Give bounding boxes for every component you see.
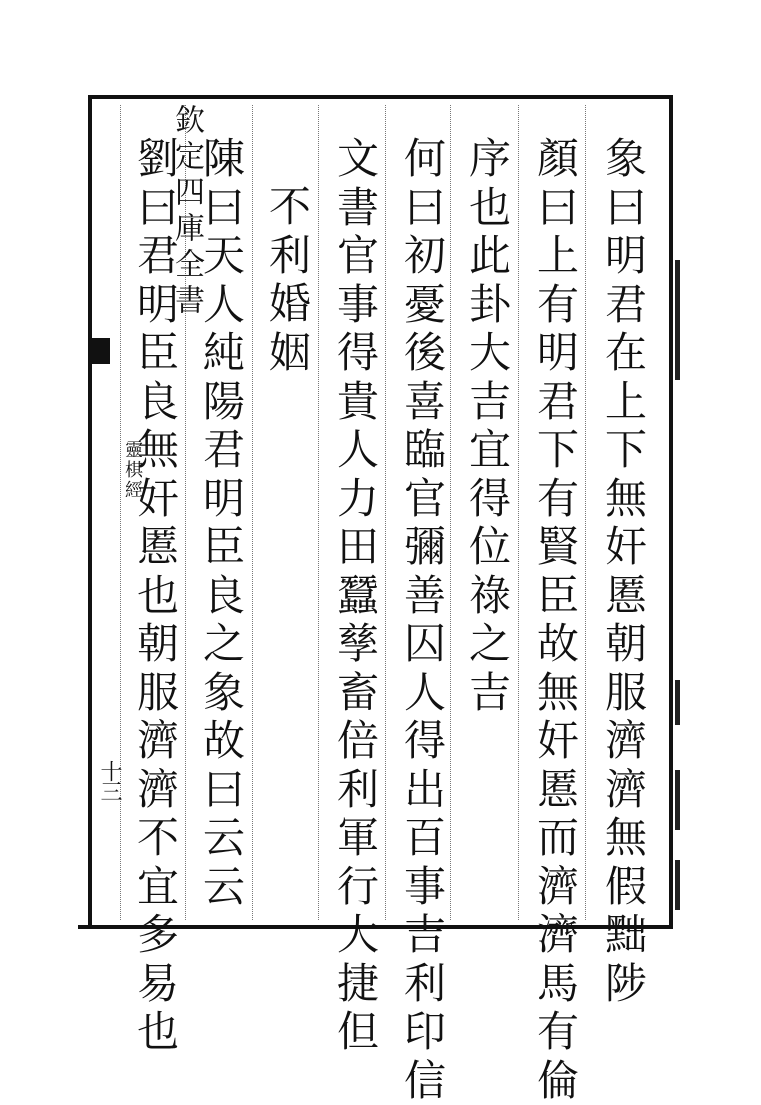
- glyph: 曰: [202, 184, 246, 233]
- glyph: 君: [202, 426, 246, 475]
- glyph: 純: [202, 329, 246, 378]
- glyph: 君: [604, 281, 648, 330]
- glyph: 曰: [136, 184, 180, 233]
- glyph: 何: [403, 135, 447, 184]
- glyph: 天: [202, 232, 246, 281]
- glyph: 無: [604, 475, 648, 524]
- text-column: [268, 183, 312, 377]
- glyph: 百: [403, 814, 447, 863]
- glyph: 象: [604, 135, 648, 184]
- glyph: 濟: [136, 766, 180, 815]
- glyph: 下: [536, 426, 580, 475]
- glyph: 人: [336, 426, 380, 475]
- right-border-rule: [669, 95, 673, 929]
- glyph: 象: [202, 669, 246, 718]
- glyph: 得: [468, 475, 512, 524]
- glyph: 有: [536, 1008, 580, 1057]
- glyph: 顏: [536, 135, 580, 184]
- top-border-rule: [88, 95, 673, 99]
- glyph: 力: [336, 475, 380, 524]
- glyph: 得: [403, 717, 447, 766]
- column-divider: [450, 105, 451, 920]
- glyph: 陳: [202, 135, 246, 184]
- glyph: 彌: [403, 523, 447, 572]
- text-column: [136, 135, 180, 1057]
- glyph: 後: [403, 329, 447, 378]
- glyph: 黜: [604, 911, 648, 960]
- glyph: 序: [468, 135, 512, 184]
- glyph: 陟: [604, 960, 648, 1009]
- glyph: 倫: [536, 1057, 580, 1105]
- glyph: 濟: [604, 766, 648, 815]
- glyph: 上: [604, 378, 648, 427]
- glyph: 之: [468, 620, 512, 669]
- column-divider: [518, 105, 519, 920]
- glyph: 利: [336, 766, 380, 815]
- glyph: 之: [202, 620, 246, 669]
- margin-mark: [675, 860, 680, 910]
- glyph: 慝: [536, 766, 580, 815]
- glyph: 姻: [268, 329, 312, 378]
- margin-mark: [675, 260, 680, 380]
- glyph: 多: [136, 911, 180, 960]
- glyph: 也: [136, 572, 180, 621]
- glyph: 婚: [268, 280, 312, 329]
- glyph: 宜: [468, 426, 512, 475]
- glyph: 但: [336, 1008, 380, 1057]
- glyph: 捷: [336, 960, 380, 1009]
- glyph: 君: [536, 378, 580, 427]
- glyph: 人: [202, 281, 246, 330]
- glyph: 服: [604, 669, 648, 718]
- margin-mark: [675, 770, 680, 830]
- glyph: 云: [202, 863, 246, 912]
- glyph: 囚: [403, 620, 447, 669]
- glyph: 位: [468, 523, 512, 572]
- book-title-column: [84, 104, 288, 320]
- glyph: 馬: [536, 960, 580, 1009]
- glyph: 喜: [403, 378, 447, 427]
- glyph: 貴: [336, 378, 380, 427]
- glyph: 官: [336, 232, 380, 281]
- glyph: 濟: [536, 863, 580, 912]
- glyph: 信: [403, 1057, 447, 1105]
- glyph: 蠶: [336, 572, 380, 621]
- glyph: 臣: [536, 572, 580, 621]
- glyph: 利: [268, 232, 312, 281]
- glyph: 故: [536, 620, 580, 669]
- glyph: 云: [202, 814, 246, 863]
- glyph: 奸: [136, 475, 180, 524]
- glyph: 畜: [336, 669, 380, 718]
- glyph: 明: [136, 281, 180, 330]
- glyph: 此: [468, 232, 512, 281]
- column-divider: [585, 105, 586, 920]
- glyph: 臣: [136, 329, 180, 378]
- glyph: 濟: [604, 717, 648, 766]
- glyph: 吉: [468, 378, 512, 427]
- glyph: 曰: [403, 184, 447, 233]
- glyph: 有: [536, 475, 580, 524]
- glyph: 憂: [403, 281, 447, 330]
- glyph: 宜: [136, 863, 180, 912]
- glyph: 上: [536, 232, 580, 281]
- margin-mark: [675, 680, 680, 725]
- text-column: [202, 135, 246, 911]
- glyph: 善: [403, 572, 447, 621]
- glyph: 下: [604, 426, 648, 475]
- glyph: 事: [336, 281, 380, 330]
- glyph: 曰: [536, 184, 580, 233]
- glyph: 易: [136, 960, 180, 1009]
- glyph: 明: [604, 232, 648, 281]
- glyph: 在: [604, 329, 648, 378]
- page-number: 十三: [94, 760, 125, 800]
- glyph: 也: [136, 1008, 180, 1057]
- glyph: 行: [336, 863, 380, 912]
- text-column: [468, 135, 512, 717]
- glyph: 曰: [202, 766, 246, 815]
- glyph: 事: [403, 863, 447, 912]
- glyph: 假: [604, 863, 648, 912]
- glyph: 良: [202, 572, 246, 621]
- glyph: 不: [136, 814, 180, 863]
- glyph: 有: [536, 281, 580, 330]
- text-column: [604, 135, 648, 1008]
- book-title-text: 欽定四庫全書: [169, 104, 203, 320]
- work-title-text: 靈棋經: [120, 440, 144, 500]
- glyph: 倍: [336, 717, 380, 766]
- glyph: 朝: [604, 620, 648, 669]
- text-column: [403, 135, 447, 1105]
- glyph: 賢: [536, 523, 580, 572]
- glyph: 大: [336, 911, 380, 960]
- glyph: 人: [403, 669, 447, 718]
- glyph: 軍: [336, 814, 380, 863]
- glyph: 君: [136, 232, 180, 281]
- glyph: 朝: [136, 620, 180, 669]
- text-column: [536, 135, 580, 1105]
- glyph: 明: [536, 329, 580, 378]
- glyph: 服: [136, 669, 180, 718]
- glyph: 而: [536, 814, 580, 863]
- glyph: 孳: [336, 620, 380, 669]
- glyph: 卦: [468, 281, 512, 330]
- glyph: 臨: [403, 426, 447, 475]
- glyph: 明: [202, 475, 246, 524]
- glyph: 文: [336, 135, 380, 184]
- glyph: 無: [604, 814, 648, 863]
- glyph: 出: [403, 766, 447, 815]
- glyph: 慝: [136, 523, 180, 572]
- glyph: 利: [403, 960, 447, 1009]
- column-divider: [318, 105, 319, 920]
- glyph: 吉: [468, 669, 512, 718]
- glyph: 官: [403, 475, 447, 524]
- glyph: 奸: [604, 523, 648, 572]
- glyph: 書: [336, 184, 380, 233]
- glyph: 無: [536, 669, 580, 718]
- glyph: 吉: [403, 911, 447, 960]
- glyph: 良: [136, 378, 180, 427]
- glyph: 陽: [202, 378, 246, 427]
- glyph: 臣: [202, 523, 246, 572]
- glyph: 不: [268, 183, 312, 232]
- glyph: 無: [136, 426, 180, 475]
- glyph: 印: [403, 1008, 447, 1057]
- glyph: 大: [468, 329, 512, 378]
- glyph: 濟: [136, 717, 180, 766]
- glyph: 慝: [604, 572, 648, 621]
- glyph: 祿: [468, 572, 512, 621]
- column-divider: [385, 105, 386, 920]
- text-column: [336, 135, 380, 1057]
- glyph: 故: [202, 717, 246, 766]
- glyph: 得: [336, 329, 380, 378]
- glyph: 濟: [536, 911, 580, 960]
- glyph: 曰: [604, 184, 648, 233]
- glyph: 奸: [536, 717, 580, 766]
- glyph: 劉: [136, 135, 180, 184]
- glyph: 田: [336, 523, 380, 572]
- fishtail-mark: [88, 338, 110, 364]
- glyph: 初: [403, 232, 447, 281]
- glyph: 也: [468, 184, 512, 233]
